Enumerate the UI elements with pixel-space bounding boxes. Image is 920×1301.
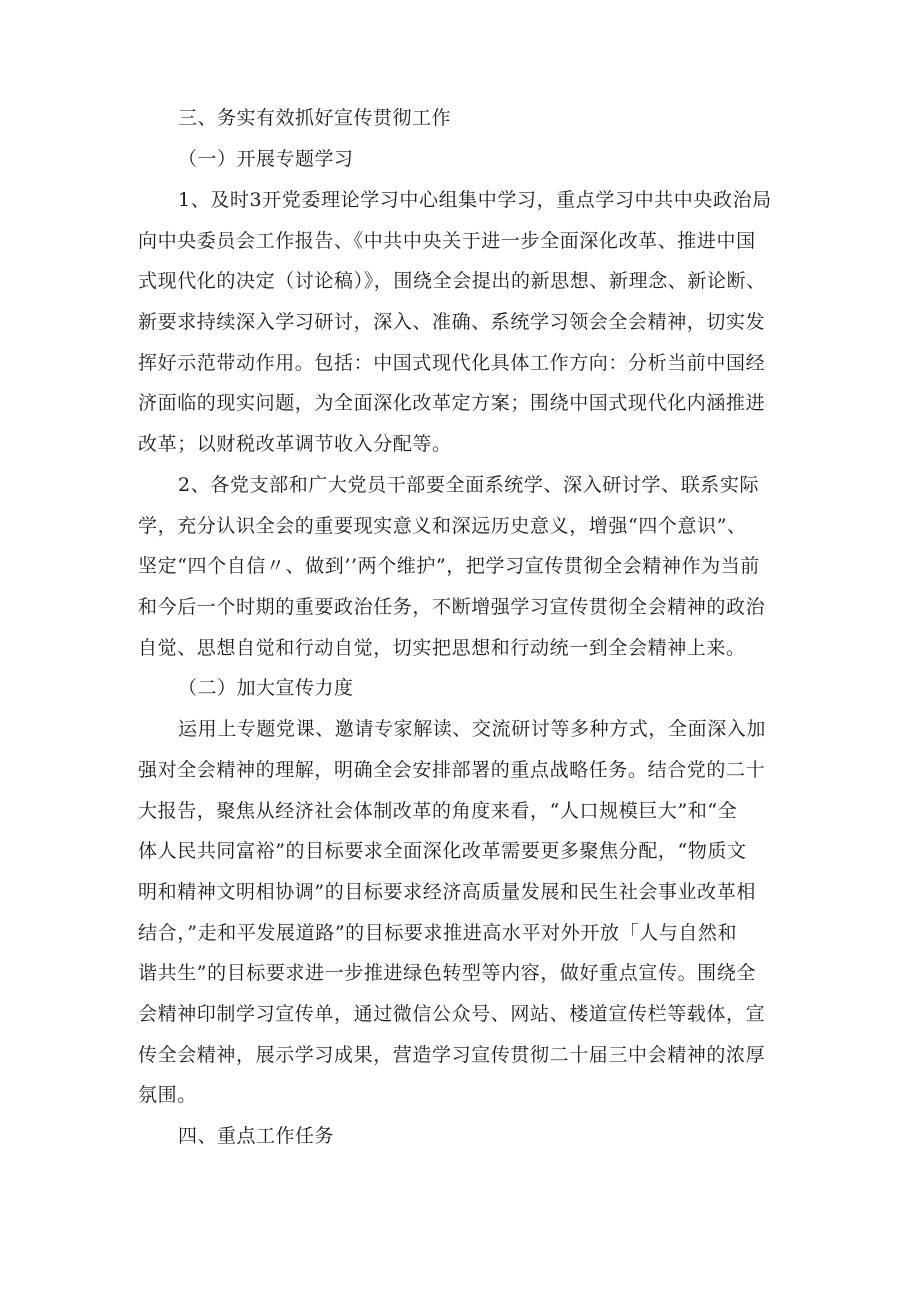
paragraph-line: 自觉、思想自觉和行动自觉，切实把思想和行动统一到全会精神上来。 [138, 636, 746, 659]
paragraph-line: 结合，”走和平发展道路”的目标要求推进高水平对外开放「人与自然和 [138, 921, 738, 944]
paragraph-line: 氛围。 [138, 1084, 197, 1107]
paragraph-line: 明和精神文明相协调”的目标要求经济高质量发展和民生社会事业改革相 [138, 881, 756, 903]
paragraph-line: 挥好示范带动作用。包括：中国式现代化具体工作方向：分析当前中国经 [138, 351, 766, 374]
section-heading-4: 四、重点工作任务 [178, 1125, 335, 1148]
subsection-heading-2: （二）加大宣传力度 [178, 677, 354, 700]
paragraph-line: 学，充分认识全会的重要现实意义和深远历史意义，增强“四个意识”、 [138, 514, 747, 537]
paragraph-1 [138, 180, 798, 465]
paragraph-line: 和今后一个时期的重要政治任务，不断增强学习宣传贯彻全会精神的政治 [138, 595, 766, 618]
paragraph-line: 体人民共同富裕”的目标要求全面深化改革需要更多聚焦分配，“物质文 [138, 840, 747, 863]
paragraph-line: 1、及时3开党委理论学习中心组集中学习，重点学习中共中央政治局 [178, 189, 772, 211]
paragraph-2 [138, 465, 798, 668]
section-heading-3: 三、务实有效抓好宣传贯彻工作 [178, 107, 452, 129]
paragraph-line: 新要求持续深入学习研讨，深入、准确、系统学习领会全会精神，切实发 [138, 311, 766, 334]
paragraph-line: 式现代化的决定（讨论稿）》，围绕全会提出的新思想、新理念、新论断、 [138, 270, 766, 293]
paragraph-line: 强对全会精神的理解，明确全会安排部署的重点战略任务。结合党的二十 [138, 758, 766, 781]
paragraph-line: 坚定“四个自信〃、做到’’两个维护”，把学习宣传贯彻全会精神作为当前 [138, 555, 760, 578]
subsection-heading-1: （一）开展专题学习 [178, 148, 354, 170]
paragraph-line: 运用上专题党课、邀请专家解读、交流研讨等多种方式，全面深入加 [178, 718, 767, 741]
paragraph-line: 传全会精神，展示学习成果，营造学习宣传贯彻二十届三中会精神的浓厚 [138, 1043, 766, 1066]
paragraph-3 [138, 709, 798, 1116]
paragraph-line: 向中央委员会工作报告、《中共中央关于进一步全面深化改革、推进中国 [138, 229, 756, 252]
document-body [138, 98, 798, 1157]
paragraph-line: 2、各党支部和广大党员干部要全面系统学、深入研讨学、联系实际 [178, 473, 760, 496]
paragraph-line: 会精神印制学习宣传单，通过微信公众号、网站、楼道宣传栏等载体，宣 [138, 1003, 766, 1026]
paragraph-line: 济面临的现实问题，为全面深化改革定方案；围绕中国式现代化内涵推进 [138, 392, 766, 415]
paragraph-line: 大报告，聚焦从经济社会体制改革的角度来看，“人口规模巨大”和“全 [138, 799, 738, 822]
paragraph-line: 谐共生”的目标要求进一步推进绿色转型等内容，做好重点宣传。围绕全 [138, 962, 756, 985]
paragraph-line: 改革；以财税改革调节收入分配等。 [138, 433, 452, 456]
